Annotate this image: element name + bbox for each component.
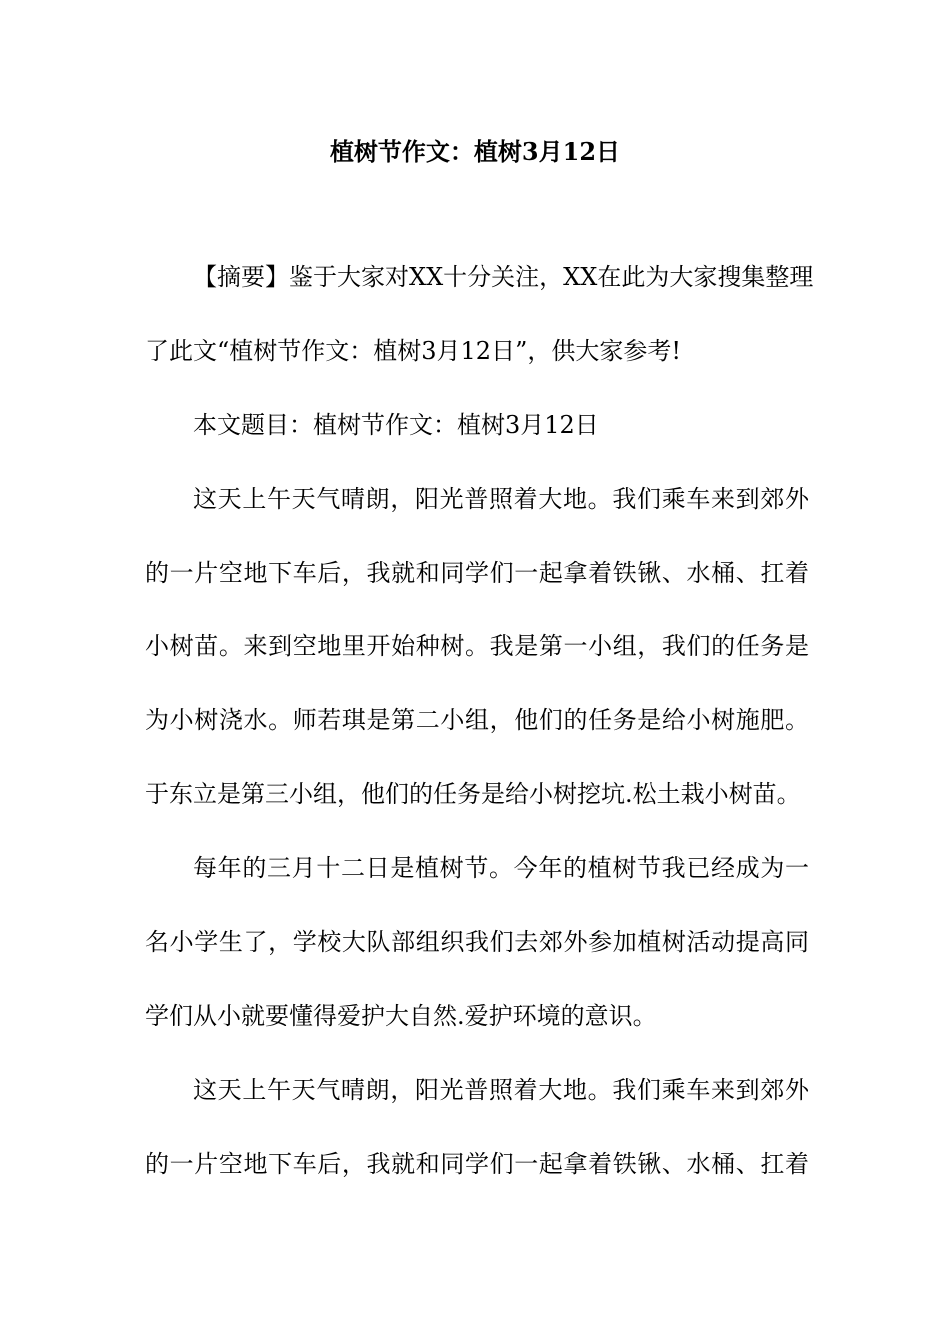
paragraph-2-line-3: 学们从小就要懂得爱护大自然.爱护环境的意识。 bbox=[145, 1001, 657, 1030]
abstract-line-2: 了此文“植树节作文：植树3月12日”，供大家参考! bbox=[145, 336, 681, 365]
paragraph-2-line-2: 名小学生了，学校大队部组织我们去郊外参加植树活动提高同 bbox=[145, 928, 809, 957]
paragraph-1-line-2: 的一片空地下车后，我就和同学们一起拿着铁锹、水桶、扛着 bbox=[145, 558, 809, 587]
paragraph-1-line-3: 小树苗。来到空地里开始种树。我是第一小组，我们的任务是 bbox=[145, 632, 809, 661]
article-topic-line: 本文题目：植树节作文：植树3月12日 bbox=[193, 410, 599, 439]
paragraph-1-line-4: 为小树浇水。师若琪是第二小组，他们的任务是给小树施肥。 bbox=[145, 706, 809, 735]
document-title: 植树节作文：植树3月12日 bbox=[329, 137, 621, 166]
document-body bbox=[145, 254, 814, 1215]
paragraph-3-line-2: 的一片空地下车后，我就和同学们一起拿着铁锹、水桶、扛着 bbox=[145, 1149, 809, 1178]
paragraph-3-line-1: 这天上午天气晴朗，阳光普照着大地。我们乘车来到郊外 bbox=[193, 1075, 809, 1104]
abstract-line-1: 【摘要】鉴于大家对XX十分关注，XX在此为大家搜集整理 bbox=[193, 263, 814, 291]
paragraph-1-line-1: 这天上午天气晴朗，阳光普照着大地。我们乘车来到郊外 bbox=[193, 484, 809, 513]
paragraph-1-line-5: 于东立是第三小组，他们的任务是给小树挖坑.松土栽小树苗。 bbox=[145, 780, 801, 809]
paragraph-2-line-1: 每年的三月十二日是植树节。今年的植树节我已经成为一 bbox=[193, 854, 809, 883]
